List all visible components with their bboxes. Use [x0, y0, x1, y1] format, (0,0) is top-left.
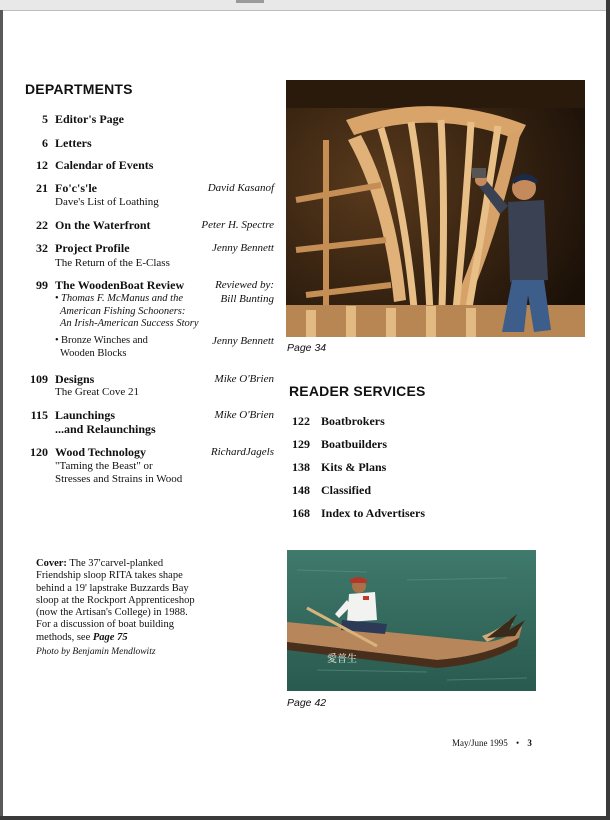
bullet-line: Thomas F. McManus and the: [61, 293, 184, 304]
departments-heading: DEPARTMENTS: [25, 81, 133, 97]
page-number: 168: [292, 506, 310, 520]
viewer-tab[interactable]: [236, 0, 264, 3]
item-author: David Kasanof: [207, 182, 274, 194]
item-subtitle: Dave's List of Loathing: [55, 196, 159, 208]
item-reviewer-label: Reviewed by:: [215, 279, 274, 291]
item-title: Classified: [321, 483, 372, 497]
item-subtitle: Stresses and Strains in Wood: [55, 473, 183, 485]
page-footer: [452, 738, 532, 748]
cover-label: Cover:: [36, 558, 67, 569]
item-author: Jenny Bennett: [212, 335, 274, 347]
viewer-top-bar: [0, 0, 610, 11]
bottom-photo-caption: Page 42: [287, 697, 327, 709]
footer-separator: •: [516, 738, 520, 748]
item-title: Launchings: [55, 408, 116, 422]
top-photo-caption: Page 34: [287, 342, 327, 354]
item-title: Index to Advertisers: [321, 506, 425, 520]
item-title: Boatbrokers: [321, 414, 385, 428]
item-title-continued: ...and Relaunchings: [55, 422, 156, 436]
photo-credit: Photo by Benjamin Mendlowitz: [36, 647, 156, 658]
item-title: Fo'c's'le: [55, 181, 97, 195]
item-subtitle: "Taming the Beast" or: [55, 460, 153, 472]
item-author: Mike O'Brien: [214, 409, 274, 421]
item-author: RichardJagels: [210, 446, 274, 458]
page-number: 32: [36, 241, 48, 255]
item-author: Mike O'Brien: [214, 373, 274, 385]
bullet-line: American Fishing Schooners:: [60, 305, 186, 317]
item-title: Project Profile: [55, 241, 130, 255]
page-number: 21: [36, 181, 48, 195]
item-title: Letters: [55, 136, 92, 150]
page-number: 115: [30, 408, 48, 422]
boat-name-text: 愛普生: [327, 654, 357, 665]
service-item-classified[interactable]: [292, 483, 371, 498]
page-number: 99: [36, 278, 48, 292]
item-author: Jenny Bennett: [212, 242, 274, 254]
service-item-kits-plans[interactable]: [292, 460, 386, 475]
page-number: 22: [36, 218, 48, 232]
item-subtitle: The Return of the E-Class: [55, 257, 170, 269]
page-number: 129: [292, 437, 310, 451]
service-item-boatbuilders[interactable]: [292, 437, 387, 452]
page-number-footer: 3: [527, 738, 532, 748]
right-border: [606, 0, 610, 820]
page-number: 109: [30, 372, 48, 386]
toc-item-woodenboat-review[interactable]: 99 The WoodenBoat Review Reviewed by: Bill Bunting • Thomas F. McManus and the American Fishing Schooners: An Irish-American Success Story • Bronze Winches and Wooden Blocks Jenny Bennett: [24, 278, 274, 363]
cover-page-ref[interactable]: Page 75: [92, 631, 128, 643]
service-item-boatbrokers[interactable]: [292, 414, 385, 429]
frames-illustration: [286, 80, 585, 337]
bullet-line: Wooden Blocks: [60, 347, 127, 359]
item-title: Editor's Page: [55, 112, 124, 126]
item-title: Kits & Plans: [321, 460, 387, 474]
item-author: Bill Bunting: [220, 293, 274, 305]
page-number: 12: [36, 158, 48, 172]
item-title: Wood Technology: [55, 445, 147, 459]
bullet-line: An Irish-American Success Story: [60, 318, 199, 329]
page-number: 148: [292, 483, 310, 497]
item-title: The WoodenBoat Review: [55, 278, 185, 292]
canoe-photo: [287, 550, 536, 691]
issue-date: May/June 1995: [452, 738, 508, 748]
item-author: Peter H. Spectre: [201, 219, 274, 231]
bullet-line: Bronze Winches and: [61, 335, 148, 346]
page-number: 120: [30, 445, 48, 459]
left-border: [0, 10, 3, 816]
cover-description: Cover: The 37'carvel-planked Friendship sloop RITA takes shape behind a 19' lapstrake Buzzards Bay sloop at the Rockport Apprenticeshop (now the Artisan's College) in 1988. For a discussion of boat building methods, see Page 75 Photo by Benjamin Mendlowitz: [36, 558, 236, 658]
item-title: Calendar of Events: [55, 158, 154, 172]
page-number: 138: [292, 460, 310, 474]
reader-services-heading: READER SERVICES: [289, 383, 426, 399]
page-number: 6: [42, 136, 48, 150]
item-title: Designs: [55, 372, 95, 386]
item-title: On the Waterfront: [55, 218, 151, 232]
page-number: 122: [292, 414, 310, 428]
page-number: 5: [42, 112, 48, 126]
canoe-illustration: [287, 550, 536, 691]
bottom-border: [0, 816, 610, 820]
item-title: Boatbuilders: [321, 437, 388, 451]
service-item-index-advertisers[interactable]: [292, 506, 425, 521]
item-subtitle: The Great Cove 21: [55, 386, 139, 398]
boatbuilding-photo: [286, 80, 585, 337]
